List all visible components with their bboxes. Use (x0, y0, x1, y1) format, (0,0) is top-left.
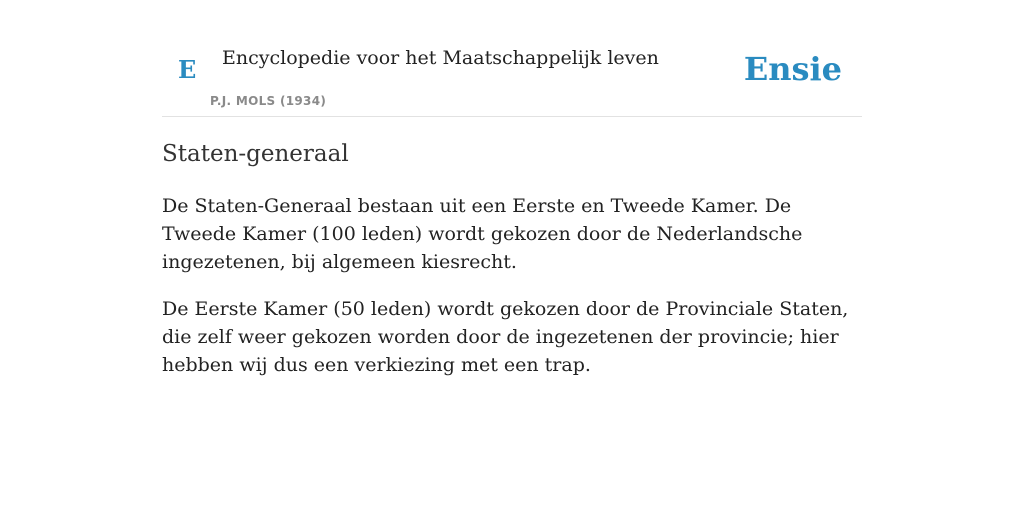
article-paragraph: De Eerste Kamer (50 leden) wordt gekozen door de Provinciale Staten, die zelf weer gekozen worden door de ingezetenen der provincie; hier hebben wij dus een verkiezing met een trap. (162, 298, 849, 376)
article-title: Staten-generaal (162, 141, 349, 167)
site-header (162, 0, 862, 117)
article (162, 138, 862, 379)
book-logo-link[interactable]: E (178, 55, 197, 84)
article-body (162, 192, 862, 379)
book-title[interactable]: Encyclopedie voor het Maatschappelijk leven (222, 47, 659, 69)
article-paragraph: De Staten-Generaal bestaan uit een Eerste en Tweede Kamer. De Tweede Kamer (100 leden) wordt gekozen door de Nederlandsche ingezetenen, bij algemeen kiesrecht. (162, 195, 803, 273)
brand-logo-link[interactable]: Ensie (743, 50, 842, 88)
book-author: P.J. MOLS (1934) (210, 94, 327, 108)
